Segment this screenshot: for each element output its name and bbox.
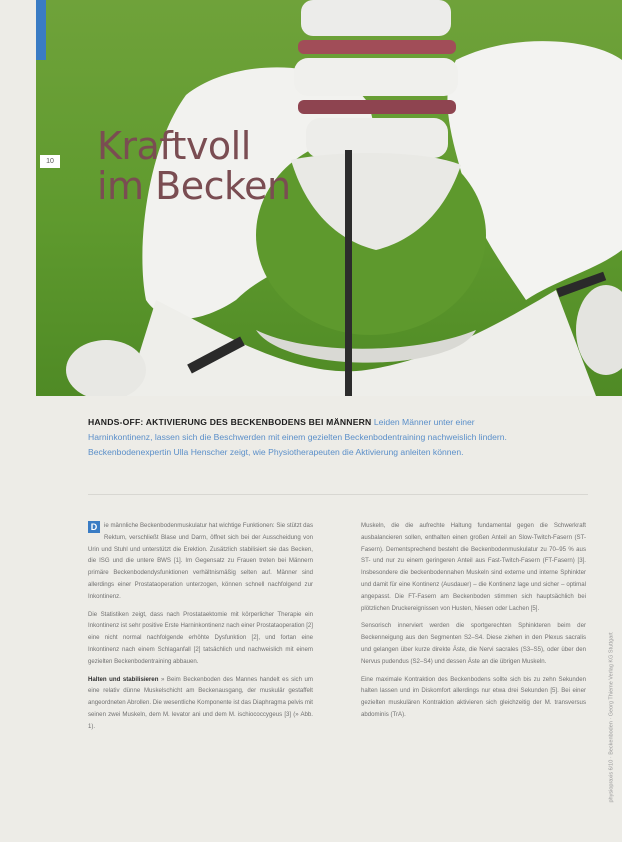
article-title-line-1: Kraftvoll bbox=[97, 124, 251, 168]
vertical-margin-note bbox=[604, 552, 616, 807]
body-column-right bbox=[361, 520, 586, 727]
paragraph: Muskeln, die die aufrechte Haltung fundamental gegen die Schwerkraft ausbalancieren sollen, enthalten einen großen Anteil an Slow-Twitch-Fasern (ST-Fasern). Dementsprechend besteht die Beckenbodenmuskulatur zu 70–95 % aus ST- und nur zu einem geringeren Anteil aus Fast-Twitch-Fasern (FT-Fasern) [3]. Insbesondere die beckenbodennahen Muskeln sind externe und interne Sphinkter und damit für eine Kontinenz (Ausdauer) – die Kontinenz lage und sicher – optimal angepasst. Die FT-Fasern am Beckenboden stimmen sich hauptsächlich bei plötzlichen Druckereignissen von Husten, Niesen oder Lachen [5]. bbox=[361, 522, 586, 612]
paragraph: Sensorisch innerviert werden die sportgerechten Sphinkteren beim der Beckenneigung aus den Segmenten S2–S4. Diese ziehen in den Plexus sacralis und gelangen über kurze direkte Äste, die Nervi sacrales (S3–S5), oder über den Nervus pudendus (S2–S4) und dessen Äste an die übrigen Muskeln. bbox=[361, 622, 586, 665]
section-color-tab bbox=[36, 0, 46, 60]
paragraph bbox=[88, 520, 313, 603]
margin-note-text: physiopraxis 6/10 · Beckenboden · Georg Thieme Verlag KG Stuttgart bbox=[608, 632, 615, 803]
page-number: 10 bbox=[40, 155, 60, 168]
subheading: Halten und stabilisieren bbox=[88, 675, 159, 683]
lead-kicker: HANDS-OFF: AKTIVIERUNG DES BECKENBODENS BEI MÄNNERN bbox=[88, 417, 372, 427]
divider bbox=[88, 494, 588, 495]
article-title-line-2: im Becken bbox=[97, 164, 291, 208]
paragraph: Die Statistiken zeigt, dass nach Prostataektomie mit körperlicher Therapie ein Inkontinenz ist sehr positive Erste Harninkontinenz nach einer Prostataoperation [2] eine nicht normal nachfolgende erhöhte Dysfunktion [2], und fortan eine Inkontinenz nach einem Schlaganfall [2] tatsächlich und nachweislich mit einem gezielten Beckenbodentraining abbauen. bbox=[88, 610, 313, 665]
drop-cap: D bbox=[88, 521, 100, 533]
paragraph: Eine maximale Kontraktion des Beckenbodens sollte sich bis zu zehn Sekunden halten lassen und im Diskomfort allerdings nur etwa drei Sekunden [5]. Bei einer gezielten muskulären Kontraktion aktivieren sich gleichzeitig der M. transversus abdominis (TrA). bbox=[361, 675, 586, 718]
body-column-left bbox=[88, 520, 313, 739]
paragraph-text: » Beim Beckenboden des Mannes handelt es sich um eine relativ dünne Muskelschicht am Beckenausgang, der muskulär gestaffelt angeordneten Abrollen. Die wesentliche Komponente ist das Diaphragma pelvis mit seinen zwei Muskeln, dem M. levator ani und dem M. ischiococcygeus [3] (» Abb. 1). bbox=[88, 675, 313, 730]
article-lead bbox=[88, 415, 528, 460]
paragraph bbox=[88, 674, 313, 733]
article-title bbox=[97, 126, 291, 206]
paragraph-text: ie männliche Beckenbodenmuskulatur hat wichtige Funktionen: Sie stützt das Rektum, verschließt Blase und Darm, öffnet sich bei der Ausscheidung von Urin und Stuhl und unterstützt die Erektion. Zusätzlich stabilisiert sie das Becken, die ISG und die untere BWS [1]. Im Gegensatz zu Frauen treten bei Männern primäre Beckenbodendysfunktionen verhältnismäßig selten auf. Männer sind allerdings einer Prostataoperation unterzogen, können schnell nachfolgend zur Inkontinenz. bbox=[88, 522, 313, 600]
lead-text: Leiden Männer unter einer Harninkontinenz, lassen sich die Beschwerden mit einem gezielten Beckenbodentraining nachweislich lindern. Beckenbodenexpertin Ulla Henscher zeigt, wie Physiotherapeuten die Aktivierung anleiten können. bbox=[88, 417, 507, 457]
